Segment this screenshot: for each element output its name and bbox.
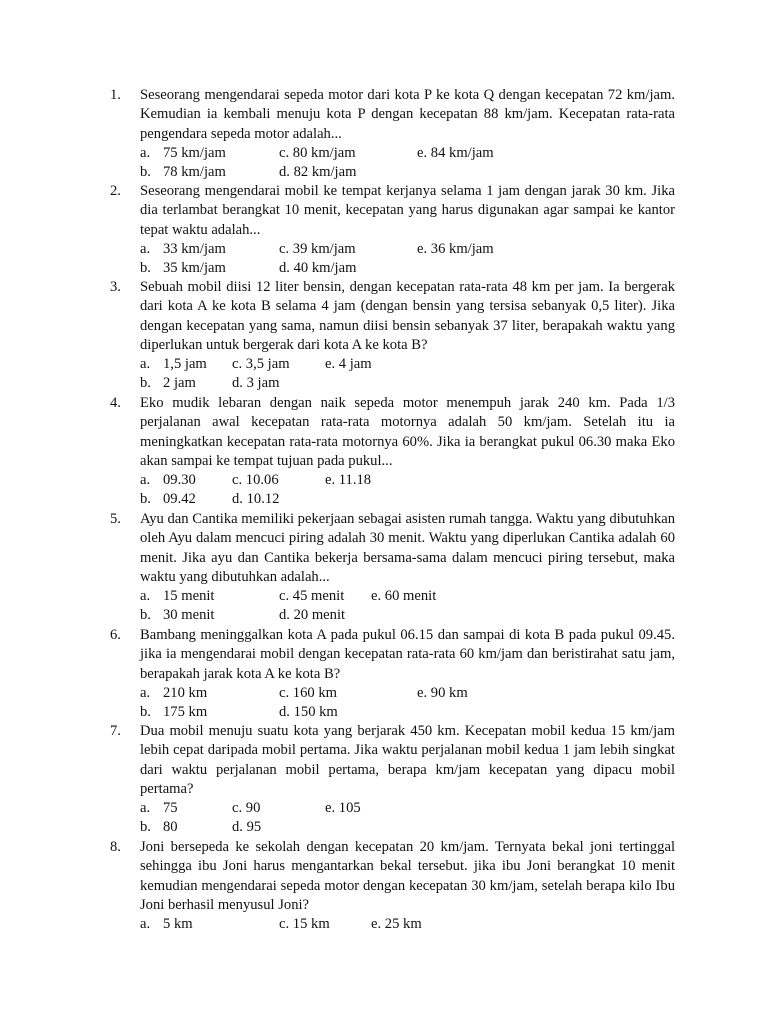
answer-options (140, 684, 675, 723)
option-letter: a. (140, 240, 151, 257)
option-letter: a. (140, 356, 151, 373)
option-text: 15 menit (163, 588, 215, 605)
options-row-1 (140, 471, 675, 490)
question-number: 7. (110, 723, 121, 739)
answer-options (140, 240, 675, 279)
options-row-1 (140, 799, 675, 818)
option-d: d. 40 km/jam (279, 260, 357, 277)
option-a (140, 684, 207, 703)
options-row-1 (140, 240, 675, 259)
option-b (140, 490, 196, 509)
options-row-1 (140, 355, 675, 374)
option-a (140, 915, 193, 934)
option-e: e. 36 km/jam (417, 240, 494, 257)
question-5 (110, 510, 675, 626)
option-c: c. 3,5 jam (232, 356, 290, 373)
option-b (140, 374, 196, 393)
option-d: d. 95 (232, 819, 262, 836)
option-letter: a. (140, 472, 151, 489)
question-text: Ayu dan Cantika memiliki pekerjaan sebagai asisten rumah tangga. Waktu yang dibutuhkan oleh Ayu dalam mencuci piring adalah 30 menit. Waktu yang diperlukan Cantika adalah 60 menit. Jika ayu dan Cantika bekerja bersama-sama dalam mencuci piring tersebut, maka waktu yang dibutuhkan adalah... (140, 511, 675, 585)
question-3 (110, 278, 675, 394)
question-text: Seseorang mengendarai sepeda motor dari kota P ke kota Q dengan kecepatan 72 km/jam. Kemudian ia kembali menuju kota P dengan kecepatan 88 km/jam. Kecepatan rata-rata pengendara sepeda motor adalah... (140, 87, 675, 142)
option-b (140, 163, 226, 182)
option-a (140, 144, 226, 163)
option-text: 35 km/jam (163, 260, 226, 277)
option-letter: a. (140, 916, 151, 933)
option-b (140, 259, 226, 278)
option-c: c. 90 (232, 800, 261, 817)
option-e: e. 11.18 (325, 472, 372, 489)
option-d: d. 20 menit (279, 607, 346, 624)
options-row-2 (140, 374, 675, 393)
option-a (140, 355, 207, 374)
question-1 (110, 86, 675, 182)
options-row-1 (140, 587, 675, 606)
option-d: d. 3 jam (232, 375, 280, 392)
question-number: 2. (110, 183, 121, 199)
options-row-1 (140, 684, 675, 703)
question-number: 8. (110, 839, 121, 855)
option-b (140, 606, 214, 625)
option-b (140, 703, 207, 722)
option-letter: a. (140, 588, 151, 605)
question-7 (110, 722, 675, 838)
option-a (140, 240, 226, 259)
options-row-2 (140, 490, 675, 509)
question-6 (110, 626, 675, 722)
question-text: Dua mobil menuju suatu kota yang berjarak 450 km. Kecepatan mobil kedua 15 km/jam lebih cepat daripada mobil pertama. Jika waktu perjalanan mobil kedua 1 jam lebih singkat dari waktu perjalanan mobil pertama, berapa km/jam kecepatan yang dipacu mobil pertama? (140, 723, 675, 797)
answer-options (140, 355, 675, 394)
option-letter: b. (140, 491, 151, 508)
option-letter: b. (140, 607, 151, 624)
options-row-1 (140, 915, 675, 934)
option-text: 75 (163, 800, 178, 817)
answer-options (140, 799, 675, 838)
option-letter: b. (140, 819, 151, 836)
option-text: 80 (163, 819, 178, 836)
option-letter: b. (140, 704, 151, 721)
option-d: d. 82 km/jam (279, 164, 357, 181)
option-letter: a. (140, 684, 151, 701)
options-row-2 (140, 606, 675, 625)
option-e: e. 105 (325, 800, 361, 817)
question-2 (110, 182, 675, 278)
option-c: c. 160 km (279, 684, 337, 701)
option-text: 09.42 (163, 491, 196, 508)
question-8 (110, 838, 675, 934)
option-a (140, 587, 214, 606)
option-letter: b. (140, 375, 151, 392)
option-c: c. 39 km/jam (279, 240, 356, 257)
option-text: 2 jam (163, 375, 196, 392)
option-text: 33 km/jam (163, 240, 226, 257)
option-c: c. 80 km/jam (279, 144, 356, 161)
option-e: e. 84 km/jam (417, 144, 494, 161)
option-letter: a. (140, 144, 151, 161)
option-text: 175 km (163, 704, 208, 721)
options-row-2 (140, 259, 675, 278)
answer-options (140, 587, 675, 626)
question-text: Seseorang mengendarai mobil ke tempat kerjanya selama 1 jam dengan jarak 30 km. Jika dia terlambat berangkat 10 menit, kecepatan yang harus digunakan agar sampai ke kantor tepat waktu adalah... (140, 183, 675, 238)
answer-options (140, 915, 675, 934)
option-letter: b. (140, 260, 151, 277)
option-text: 210 km (163, 684, 208, 701)
option-c: c. 15 km (279, 916, 330, 933)
question-4 (110, 394, 675, 510)
option-a (140, 799, 178, 818)
option-c: c. 45 menit (279, 588, 345, 605)
question-text: Bambang meninggalkan kota A pada pukul 06.15 dan sampai di kota B pada pukul 09.45. jika ia mengendarai mobil dengan kecepatan rata-rata 60 km/jam dan beristirahat satu jam, berapakah jarak kota A ke kota B? (140, 627, 675, 682)
option-text: 75 km/jam (163, 144, 226, 161)
question-text: Sebuah mobil diisi 12 liter bensin, dengan kecepatan rata-rata 48 km per jam. Ia bergerak dari kota A ke kota B selama 4 jam (dengan bensin yang tersisa sebanyak 0,5 liter). Jika dengan kecepatan yang sama, namun diisi bensin sebanyak 37 liter, berapakah waktu yang diperlukan untuk bergerak dari kota A ke kota B? (140, 279, 675, 353)
option-text: 1,5 jam (163, 356, 207, 373)
question-number: 5. (110, 511, 121, 527)
option-text: 78 km/jam (163, 164, 226, 181)
option-text: 09.30 (163, 472, 196, 489)
option-b (140, 818, 178, 837)
options-row-2 (140, 703, 675, 722)
question-number: 4. (110, 395, 121, 411)
options-row-2 (140, 163, 675, 182)
question-number: 3. (110, 279, 121, 295)
option-e: e. 60 menit (371, 588, 437, 605)
option-text: 30 menit (163, 607, 215, 624)
question-number: 6. (110, 627, 121, 643)
options-row-1 (140, 144, 675, 163)
question-text: Eko mudik lebaran dengan naik sepeda motor menempuh jarak 240 km. Pada 1/3 perjalanan awal kecepatan rata-rata motornya adalah 50 km/jam. Setelah itu ia meningkatkan kecepatan rata-rata motornya 60%. Jika ia berangkat pukul 06.30 maka Eko akan sampai ke tempat tujuan pada pukul... (140, 395, 675, 469)
option-c: c. 10.06 (232, 472, 279, 489)
question-number: 1. (110, 87, 121, 103)
option-letter: b. (140, 164, 151, 181)
option-e: e. 25 km (371, 916, 422, 933)
option-e: e. 90 km (417, 684, 468, 701)
answer-options (140, 471, 675, 510)
question-text: Joni bersepeda ke sekolah dengan kecepatan 20 km/jam. Ternyata bekal joni tertinggal sehingga ibu Joni harus mengantarkan bekal tersebut. jika ibu Joni berangkat 10 menit kemudian mengendarai sepeda motor dengan kecepatan 30 km/jam, setelah berapa kilo Ibu Joni berhasil menyusul Joni? (140, 839, 675, 913)
option-letter: a. (140, 800, 151, 817)
options-row-2 (140, 818, 675, 837)
option-d: d. 150 km (279, 704, 338, 721)
option-e: e. 4 jam (325, 356, 372, 373)
option-d: d. 10.12 (232, 491, 280, 508)
option-a (140, 471, 196, 490)
answer-options (140, 144, 675, 183)
option-text: 5 km (163, 916, 193, 933)
